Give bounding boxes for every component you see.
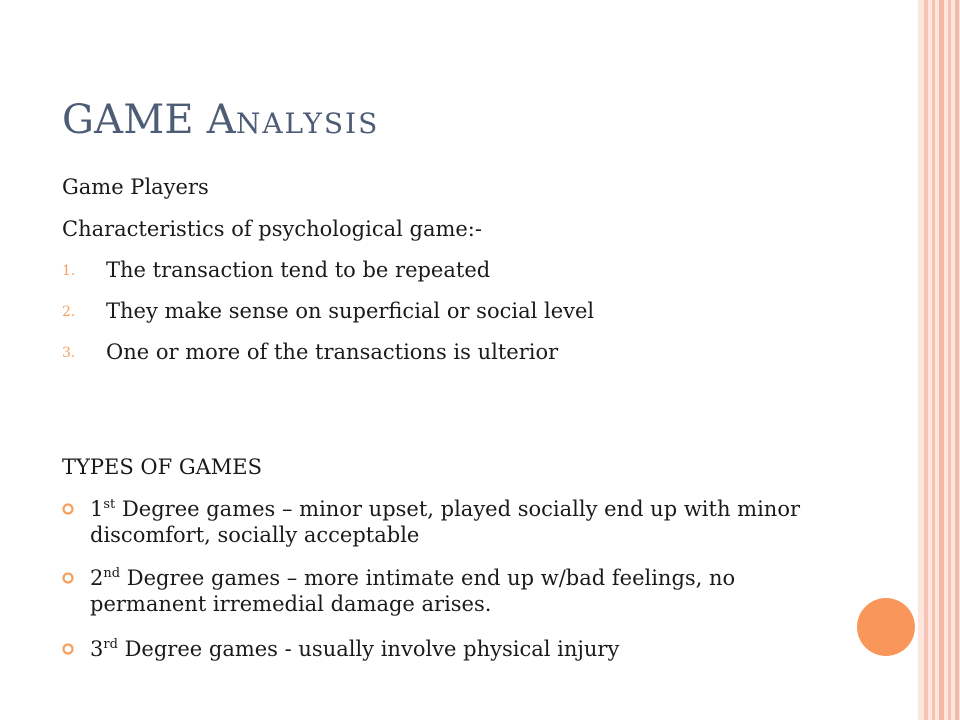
- list-item: The transaction tend to be repeated: [106, 258, 491, 282]
- list-item: [90, 496, 810, 548]
- list-item: [90, 565, 810, 617]
- types-heading: TYPES OF GAMES: [62, 455, 263, 479]
- type-text: Degree games - usually involve physical injury: [117, 637, 620, 661]
- heading-characteristics: Characteristics of psychological game:-: [62, 217, 482, 241]
- slide-title: [62, 96, 379, 148]
- title-first-word: GAME: [62, 97, 194, 143]
- type-ordinal: 1: [90, 497, 104, 521]
- bullet-ring-icon: [62, 503, 74, 515]
- type-ordinal: 3: [90, 637, 104, 661]
- type-text: Degree games – more intimate end up w/bad feelings, no permanent irremedial damage arises.: [90, 566, 736, 616]
- bullet-ring-icon: [62, 572, 74, 584]
- bullet-ring-icon: [62, 643, 74, 655]
- list-item: One or more of the transactions is ulterior: [106, 340, 559, 364]
- heading-game-players: Game Players: [62, 175, 209, 199]
- title-second-cap: A: [206, 97, 236, 143]
- list-number: 3.: [62, 345, 76, 361]
- type-ordinal: 2: [90, 566, 104, 590]
- type-ordinal-suffix: rd: [103, 637, 118, 652]
- list-item: [90, 636, 810, 662]
- type-text: Degree games – minor upset, played socially end up with minor discomfort, socially acceptable: [90, 497, 800, 547]
- list-number: 1.: [62, 263, 76, 279]
- decorative-stripes: [918, 0, 960, 720]
- type-ordinal-suffix: st: [103, 497, 116, 512]
- list-item: They make sense on superficial or social level: [106, 299, 595, 323]
- title-second-rest: NALYSIS: [235, 107, 380, 140]
- decorative-circle: [857, 598, 915, 656]
- type-ordinal-suffix: nd: [103, 566, 121, 581]
- list-number: 2.: [62, 304, 76, 320]
